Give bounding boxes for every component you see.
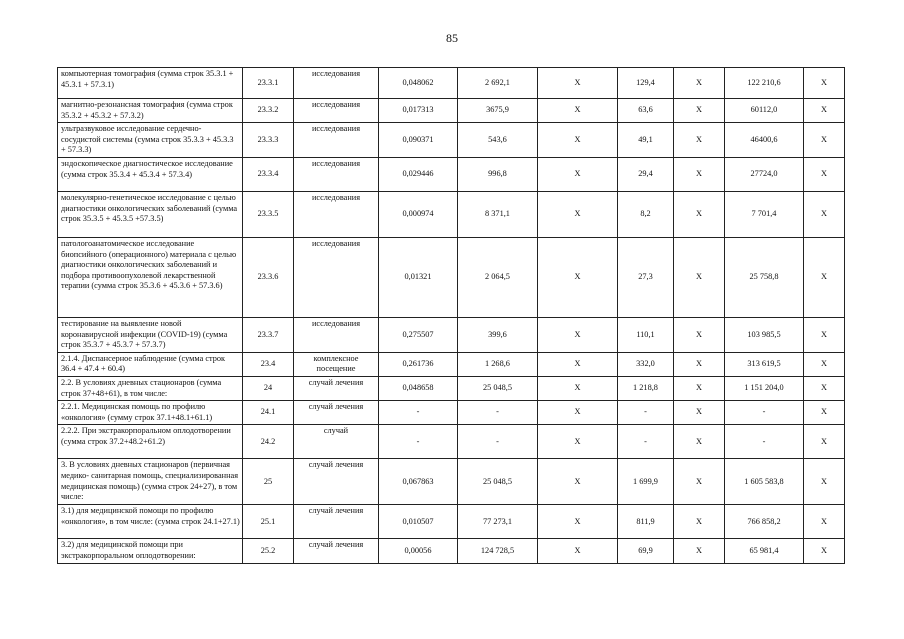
cell-code: 24.1 <box>243 401 294 425</box>
table-row <box>58 459 845 505</box>
cell-v1: 0,017313 <box>379 99 458 123</box>
table-row <box>58 317 845 352</box>
cell-v2: 2 692,1 <box>458 68 538 99</box>
cell-v6: 313 619,5 <box>725 352 804 376</box>
table-row <box>58 157 845 191</box>
cell-unit: случай лечения <box>294 459 379 505</box>
cell-v3: X <box>538 401 618 425</box>
cell-v7: X <box>804 68 845 99</box>
table-row <box>58 505 845 539</box>
cell-v7: X <box>804 191 845 237</box>
cell-v4: 8,2 <box>618 191 674 237</box>
cell-v6: 27724,0 <box>725 157 804 191</box>
cell-v2: - <box>458 401 538 425</box>
cell-unit: исследования <box>294 68 379 99</box>
cell-v7: X <box>804 376 845 400</box>
cell-name: 3. В условиях дневных стационаров (первичная медико- санитарная помощь, специализированная медицинская помощь) (сумма строк 24+27), в том числе: <box>58 459 243 505</box>
cell-name: 2.1.4. Диспансерное наблюдение (сумма строк 36.4 + 47.4 + 60.4) <box>58 352 243 376</box>
table-row <box>58 425 845 459</box>
cell-unit: исследования <box>294 123 379 158</box>
cell-name: 2.2.2. При экстракорпоральном оплодотворении (сумма строк 37.2+48.2+61.2) <box>58 425 243 459</box>
table-row <box>58 237 845 317</box>
cell-v5: X <box>674 123 725 158</box>
cell-v3: X <box>538 237 618 317</box>
cell-code: 23.3.7 <box>243 317 294 352</box>
cell-unit: случай лечения <box>294 401 379 425</box>
cell-v6: 65 981,4 <box>725 539 804 563</box>
cell-v7: X <box>804 99 845 123</box>
cell-code: 23.3.5 <box>243 191 294 237</box>
table-row <box>58 68 845 99</box>
cell-name: эндоскопическое диагностическое исследование (сумма строк 35.3.4 + 45.3.4 + 57.3.4) <box>58 157 243 191</box>
cell-code: 25.2 <box>243 539 294 563</box>
cell-v5: X <box>674 99 725 123</box>
cell-v7: X <box>804 352 845 376</box>
cell-v7: X <box>804 505 845 539</box>
cell-code: 25.1 <box>243 505 294 539</box>
cell-v6: 46400,6 <box>725 123 804 158</box>
cell-unit: случай лечения <box>294 376 379 400</box>
cell-code: 23.3.6 <box>243 237 294 317</box>
cell-name: 2.2.1. Медицинская помощь по профилю «онкология» (сумму строк 37.1+48.1+61.1) <box>58 401 243 425</box>
cell-v2: 1 268,6 <box>458 352 538 376</box>
data-table <box>57 67 845 564</box>
page-number: 85 <box>446 31 458 45</box>
cell-name: молекулярно-генетическое исследование с целью диагностики онкологических заболеваний (сумма строк 35.3.5 + 45.3.5 +57.3.5) <box>58 191 243 237</box>
cell-v3: X <box>538 376 618 400</box>
cell-v1: 0,048062 <box>379 68 458 99</box>
cell-code: 23.3.1 <box>243 68 294 99</box>
table-row <box>58 376 845 400</box>
cell-code: 23.4 <box>243 352 294 376</box>
cell-v6: 766 858,2 <box>725 505 804 539</box>
cell-v2: 77 273,1 <box>458 505 538 539</box>
cell-v6: 60112,0 <box>725 99 804 123</box>
cell-v3: X <box>538 191 618 237</box>
cell-v1: 0,029446 <box>379 157 458 191</box>
cell-v2: 124 728,5 <box>458 539 538 563</box>
cell-v4: 1 218,8 <box>618 376 674 400</box>
cell-v7: X <box>804 157 845 191</box>
cell-v3: X <box>538 459 618 505</box>
table-row <box>58 401 845 425</box>
cell-code: 23.3.2 <box>243 99 294 123</box>
cell-name: тестирование на выявление новой коронавирусной инфекции (COVID-19) (сумма строк 35.3.7 + 45.3.7 + 57.3.7) <box>58 317 243 352</box>
cell-v3: X <box>538 68 618 99</box>
table-row <box>58 352 845 376</box>
cell-code: 23.3.3 <box>243 123 294 158</box>
cell-v4: 69,9 <box>618 539 674 563</box>
cell-unit: случай <box>294 425 379 459</box>
cell-code: 24 <box>243 376 294 400</box>
cell-v7: X <box>804 123 845 158</box>
cell-v4: 332,0 <box>618 352 674 376</box>
cell-v7: X <box>804 459 845 505</box>
cell-v1: - <box>379 401 458 425</box>
cell-v2: 25 048,5 <box>458 459 538 505</box>
cell-v3: X <box>538 123 618 158</box>
cell-unit: случай лечения <box>294 505 379 539</box>
cell-v1: 0,010507 <box>379 505 458 539</box>
cell-v4: 63,6 <box>618 99 674 123</box>
cell-name: патологоанатомическое исследование биопсийного (операционного) материала с целью диагностики онкологических заболеваний и подбора противоопухолевой лекарственной терапии (сумма строк 35.3.6 + 45.3.6 + 57.3.6) <box>58 237 243 317</box>
cell-v3: X <box>538 317 618 352</box>
cell-v6: - <box>725 401 804 425</box>
cell-v3: X <box>538 352 618 376</box>
cell-unit: исследования <box>294 317 379 352</box>
cell-v5: X <box>674 401 725 425</box>
cell-unit: случай лечения <box>294 539 379 563</box>
cell-v2: 543,6 <box>458 123 538 158</box>
cell-v1: 0,261736 <box>379 352 458 376</box>
cell-v7: X <box>804 317 845 352</box>
cell-v2: 2 064,5 <box>458 237 538 317</box>
cell-v6: 7 701,4 <box>725 191 804 237</box>
cell-unit: исследования <box>294 191 379 237</box>
cell-v4: 110,1 <box>618 317 674 352</box>
cell-v5: X <box>674 352 725 376</box>
cell-v1: 0,01321 <box>379 237 458 317</box>
cell-v5: X <box>674 459 725 505</box>
cell-v4: 49,1 <box>618 123 674 158</box>
cell-code: 23.3.4 <box>243 157 294 191</box>
cell-v1: 0,000974 <box>379 191 458 237</box>
cell-name: 3.1) для медицинской помощи по профилю «онкология», в том числе: (сумма строк 24.1+27.1) <box>58 505 243 539</box>
cell-v1: 0,067863 <box>379 459 458 505</box>
cell-name: компьютерная томография (сумма строк 35.3.1 + 45.3.1 + 57.3.1) <box>58 68 243 99</box>
cell-v3: X <box>538 505 618 539</box>
cell-v3: X <box>538 425 618 459</box>
cell-v6: 1 605 583,8 <box>725 459 804 505</box>
cell-v1: 0,275507 <box>379 317 458 352</box>
cell-v3: X <box>538 157 618 191</box>
cell-v4: 1 699,9 <box>618 459 674 505</box>
cell-v3: X <box>538 99 618 123</box>
cell-v1: 0,00056 <box>379 539 458 563</box>
cell-unit: исследования <box>294 237 379 317</box>
cell-v2: 996,8 <box>458 157 538 191</box>
cell-name: ультразвуковое исследование сердечно-сосудистой системы (сумма строк 35.3.3 + 45.3.3 + 57.3.3) <box>58 123 243 158</box>
cell-v1: 0,048658 <box>379 376 458 400</box>
cell-name: 2.2. В условиях дневных стационаров (сумма строк 37+48+61), в том числе: <box>58 376 243 400</box>
cell-v2: 8 371,1 <box>458 191 538 237</box>
table-row <box>58 191 845 237</box>
cell-v7: X <box>804 425 845 459</box>
cell-v5: X <box>674 425 725 459</box>
cell-v6: 25 758,8 <box>725 237 804 317</box>
table-row <box>58 99 845 123</box>
cell-v4: 129,4 <box>618 68 674 99</box>
table-row <box>58 123 845 158</box>
cell-v6: - <box>725 425 804 459</box>
cell-v7: X <box>804 401 845 425</box>
cell-code: 24.2 <box>243 425 294 459</box>
table-row <box>58 539 845 563</box>
cell-v3: X <box>538 539 618 563</box>
cell-v4: 27,3 <box>618 237 674 317</box>
cell-v5: X <box>674 237 725 317</box>
cell-unit: комплексное посещение <box>294 352 379 376</box>
cell-v7: X <box>804 539 845 563</box>
cell-v4: 811,9 <box>618 505 674 539</box>
cell-v7: X <box>804 237 845 317</box>
cell-v4: - <box>618 425 674 459</box>
cell-v6: 1 151 204,0 <box>725 376 804 400</box>
cell-v5: X <box>674 505 725 539</box>
cell-v2: - <box>458 425 538 459</box>
cell-v4: - <box>618 401 674 425</box>
cell-v5: X <box>674 539 725 563</box>
cell-v5: X <box>674 191 725 237</box>
cell-unit: исследования <box>294 99 379 123</box>
cell-unit: исследования <box>294 157 379 191</box>
cell-v1: - <box>379 425 458 459</box>
cell-v6: 122 210,6 <box>725 68 804 99</box>
cell-v5: X <box>674 157 725 191</box>
cell-name: магнитно-резонансная томография (сумма строк 35.3.2 + 45.3.2 + 57.3.2) <box>58 99 243 123</box>
cell-code: 25 <box>243 459 294 505</box>
cell-v6: 103 985,5 <box>725 317 804 352</box>
cell-v5: X <box>674 68 725 99</box>
cell-v1: 0,090371 <box>379 123 458 158</box>
cell-v4: 29,4 <box>618 157 674 191</box>
cell-name: 3.2) для медицинской помощи при экстракорпоральном оплодотворении: <box>58 539 243 563</box>
cell-v2: 25 048,5 <box>458 376 538 400</box>
cell-v2: 399,6 <box>458 317 538 352</box>
cell-v2: 3675,9 <box>458 99 538 123</box>
cell-v5: X <box>674 376 725 400</box>
cell-v5: X <box>674 317 725 352</box>
